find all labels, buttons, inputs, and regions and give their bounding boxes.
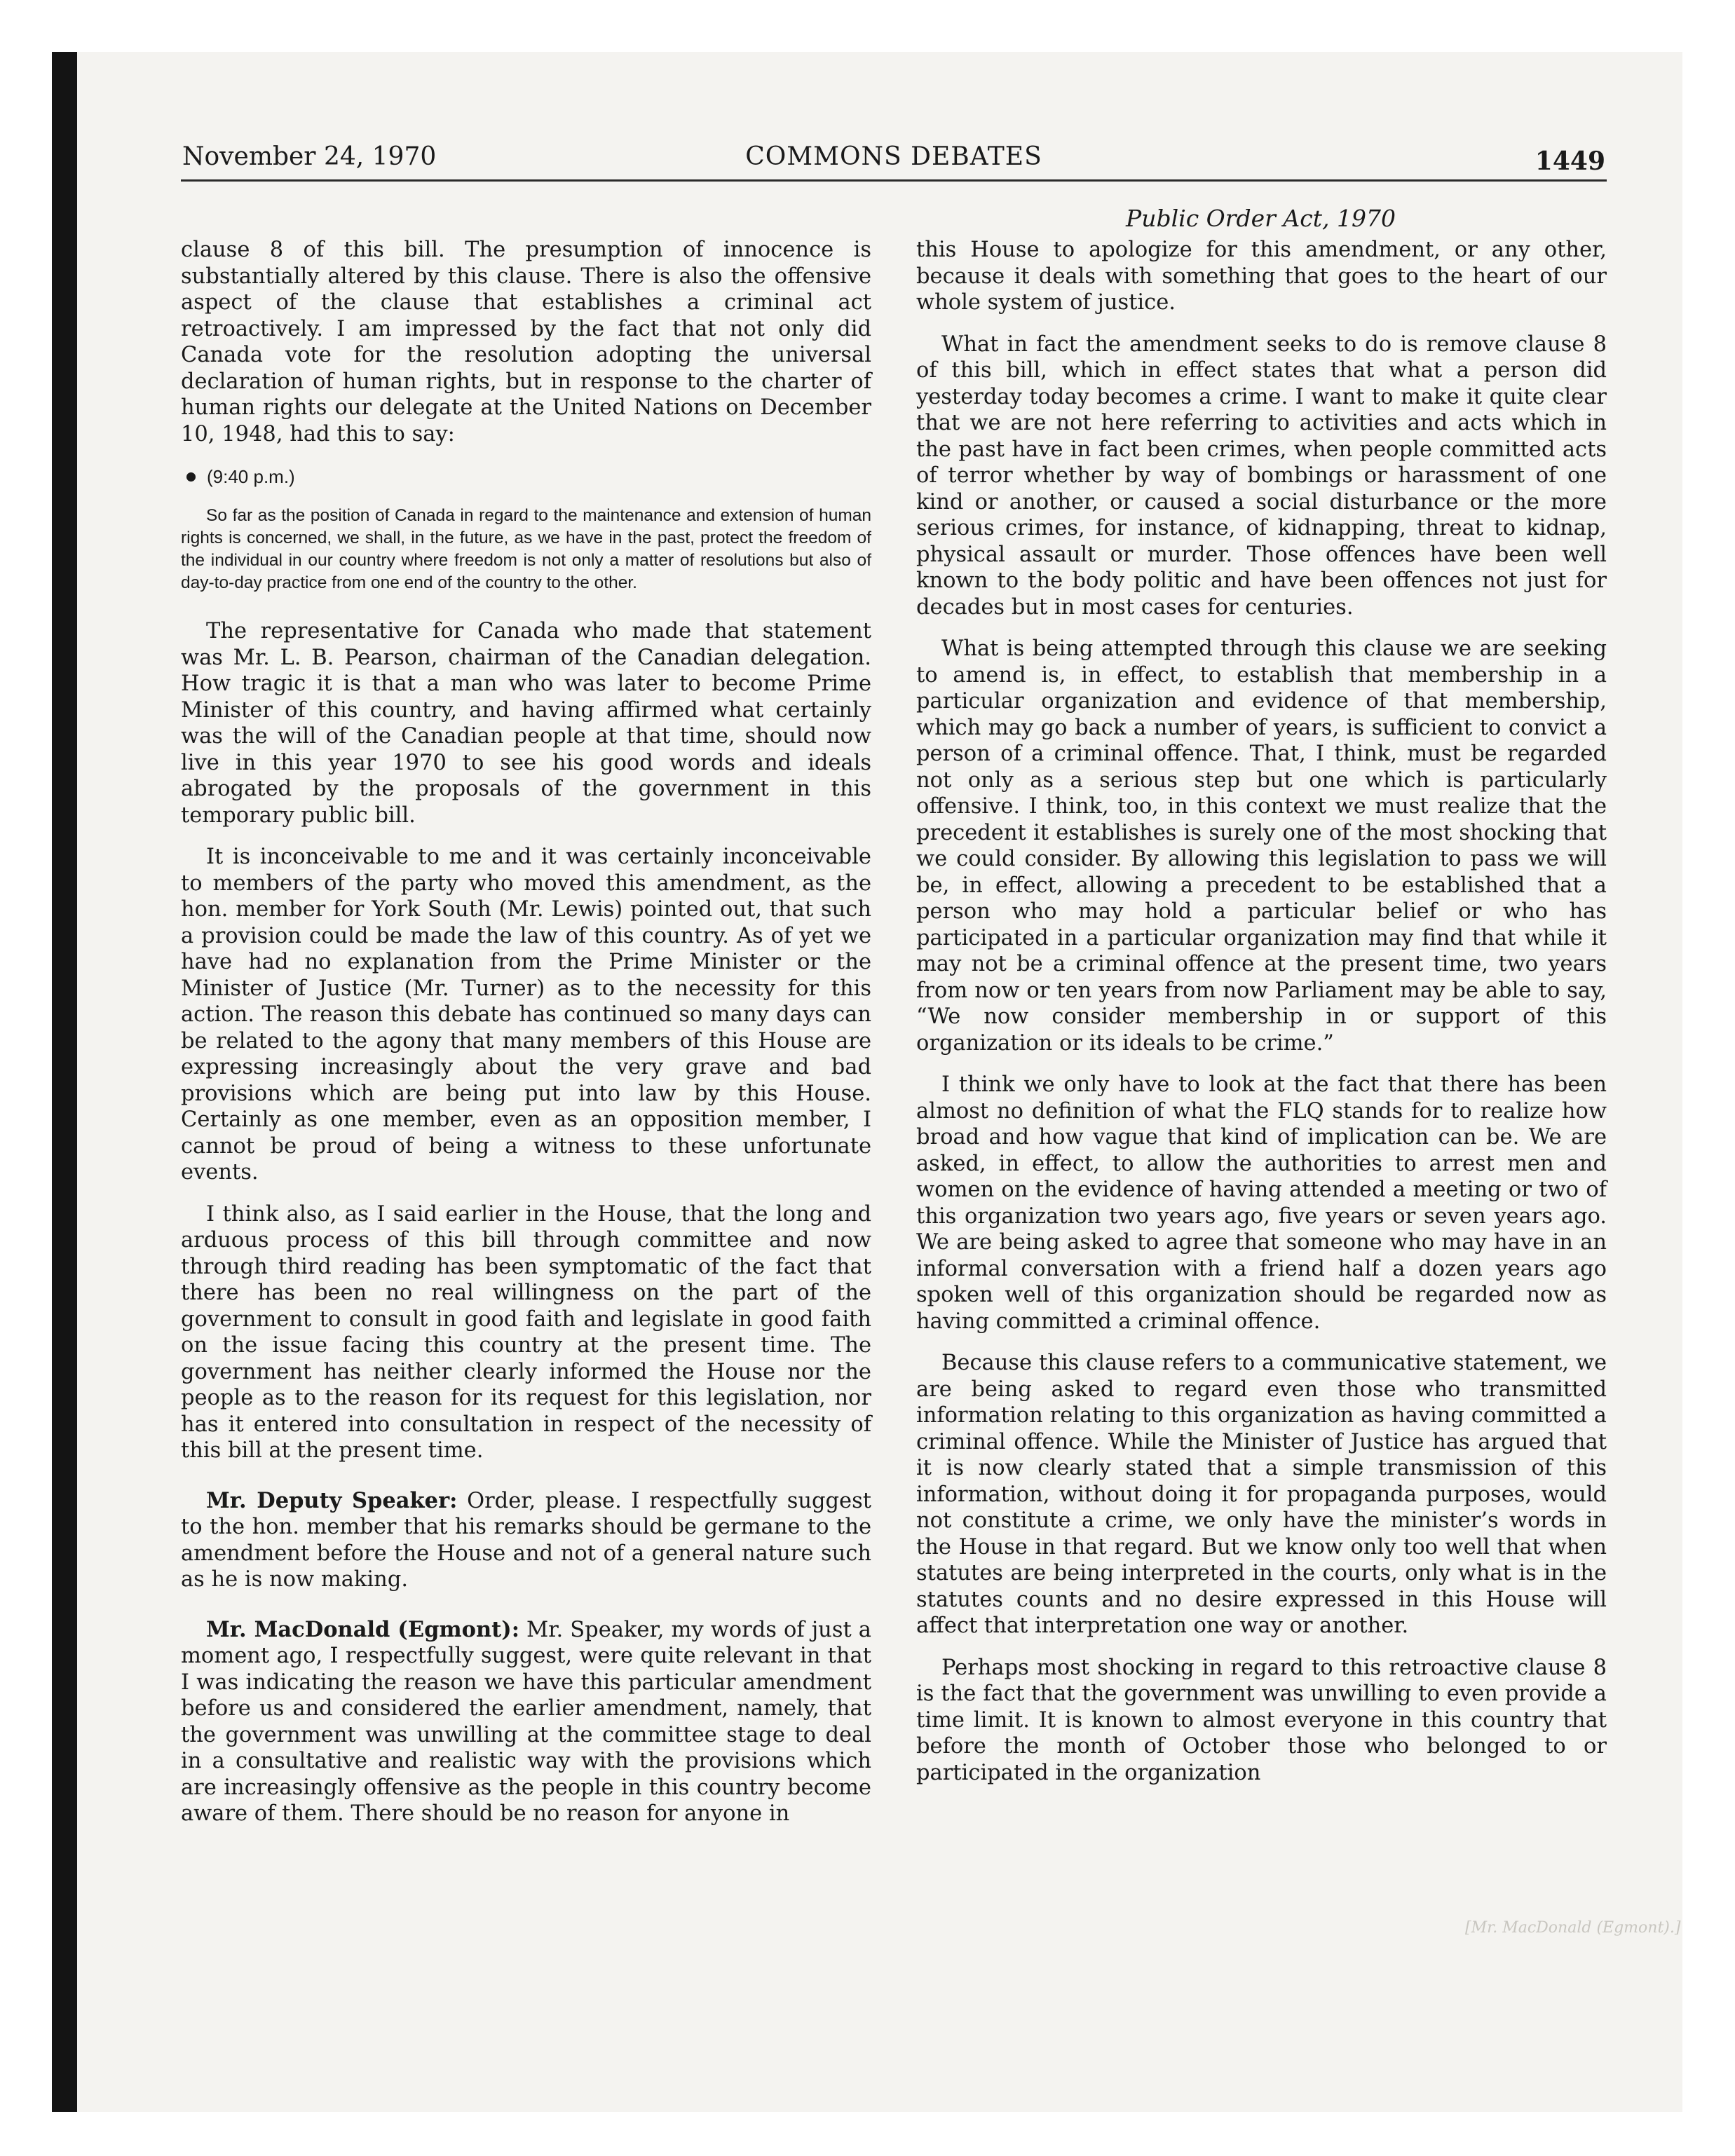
speech-deputy-speaker	[181, 1488, 871, 1593]
header-title: COMMONS DEBATES	[745, 142, 1042, 171]
footer-note: [Mr. MacDonald (Egmont).]	[1465, 1919, 1681, 1937]
running-head: Public Order Act, 1970	[1126, 205, 1396, 232]
paragraph: clause 8 of this bill. The presumption of innocence is substantially altered by this clause. There is also the offensive aspect of the clause that establishes a criminal act retroactively. I am impressed by the fact that not only did Canada vote for the resolution adopting the universal declaration of human rights, but in response to the charter of human rights our delegate at the United Nations on December 10, 1948, had this to say:	[181, 238, 871, 446]
left-column	[181, 237, 871, 1843]
header-date: November 24, 1970	[182, 142, 437, 171]
page-header	[181, 139, 1607, 182]
page-number: 1449	[1535, 146, 1605, 176]
paragraph: Because this clause refers to a communicative statement, we are being asked to regard even those who transmitted information relating to this organization as having committed a criminal offence. While the Minister of Justice has argued that it is now clearly stated that a simple transmission of this information, without doing it for propaganda purposes, would not constitute a crime, we only have the minister’s words in the House in that regard. But we know only too well that when statutes are being interpreted in the courts, only what is in the statutes counts and no desire expressed in this House will affect that interpretation one way or another.	[916, 1351, 1607, 1638]
block-quote: So far as the position of Canada in regard to the maintenance and extension of human rights is concerned, we shall, in the future, as we have in the past, protect the freedom of the individual in our country where freedom is not only a matter of resolutions but also of day-to-day practice from one end of the country to the other.	[181, 506, 871, 592]
speech-macdonald	[181, 1617, 871, 1827]
speaker-name: Mr. Deputy Speaker:	[206, 1487, 458, 1513]
paragraph: I think we only have to look at the fact that there has been almost no definition of what the FLQ stands for to realize how broad and how vague that kind of implication can be. We are asked, in effect, to allow the authorities to arrest men and women on the evidence of having attended a meeting or two of this organization two years ago, five years or seven years ago. We are being asked to agree that someone who may have in an informal conversation with a friend half a dozen years ago spoken well of this organization should be regarded now as having committed a criminal offence.	[916, 1072, 1607, 1334]
timestamp	[181, 463, 871, 491]
timestamp-text: (9:40 p.m.)	[207, 466, 295, 487]
paragraph: What is being attempted through this clause we are seeking to amend is, in effect, to establish that membership in a particular organization and evidence of that membership, which may go back a number of years, is sufficient to convict a person of a criminal offence. That, I think, must be regarded not only as a serious step but one which is particularly offensive. I think, too, in this context we must realize that the precedent it establishes is surely one of the most shocking that we could consider. By allowing this legislation to pass we will be, in effect, allowing a precedent to be established that a person who may hold a particular belief or who has participated in a particular organization may find that while it may not be a criminal offence at the present time, two years from now or ten years from now Parliament may be able to say, “We now consider membership in or support of this organization or its ideals to be crime.”	[916, 636, 1607, 1056]
paragraph: this House to apologize for this amendment, or any other, because it deals with something that goes to the heart of our whole system of justice.	[916, 238, 1607, 315]
speech-text: Order, please. I respectfully suggest to the hon. member that his remarks should be germane to the amendment before the House and not of a general nature such as he is now making.	[181, 1488, 872, 1592]
speaker-name: Mr. MacDonald (Egmont):	[206, 1616, 519, 1642]
paragraph: I think also, as I said earlier in the House, that the long and arduous process of this bill through committee and now through third reading has been symptomatic of the fact that there has been no real willingness on the part of the government to consult in good faith and legislate in good faith on the issue facing this country at the present time. The government has neither clearly informed the House nor the people as to the reason for its request for this legislation, nor has it entered into consultation in respect of the necessity of this bill at the present time.	[181, 1201, 871, 1463]
paragraph: What in fact the amendment seeks to do is remove clause 8 of this bill, which in effect states that what a person did yesterday today becomes a crime. I want to make it quite clear that we are not here referring to activities and acts which in the past have in fact been crimes, when people committed acts of terror whether by way of bombings or harassment of one kind or another, or caused a social disturbance or the more serious crimes, for instance, of kidnapping, threat to kidnap, physical assault or murder. Those offences have been well known to the body politic and have been offences not just for decades but in most cases for centuries.	[916, 332, 1607, 620]
scan-edge	[52, 52, 77, 2112]
paragraph: Perhaps most shocking in regard to this retroactive clause 8 is the fact that the government was unwilling to even provide a time limit. It is known to almost everyone in this country that before the month of October those who belonged to or participated in the organization	[916, 1655, 1607, 1785]
right-column	[916, 237, 1607, 1801]
paragraph: The representative for Canada who made that statement was Mr. L. B. Pearson, chairman of the Canadian delegation. How tragic it is that a man who was later to become Prime Minister of this country, and having affirmed what certainly was the will of the Canadian people at that time, should now live in this year 1970 to see his good words and ideals abrogated by the proposals of the government in this temporary public bill.	[181, 619, 871, 828]
speech-text: Mr. Speaker, my words of just a moment ago, I respectfully suggest, were quite relevant in that I was indicating the reason we have this particular amendment before us and considered the earlier amendment, namely, that the government was unwilling at the committee stage to deal in a consultative and realistic way with the provisions which are increasingly offensive as the people in this country become aware of them. There should be no reason for anyone in	[181, 1617, 871, 1826]
paragraph: It is inconceivable to me and it was certainly inconceivable to members of the party who moved this amendment, as the hon. member for York South (Mr. Lewis) pointed out, that such a provision could be made the law of this country. As of yet we have had no explanation from the Prime Minister or the Minister of Justice (Mr. Turner) as to the necessity for this action. The reason this debate has continued so many days can be related to the agony that many members of this House are expressing increasingly about the very grave and bad provisions which are being put into law by this House. Certainly as one member, even as an opposition member, I cannot be proud of being a witness to these unfortunate events.	[181, 845, 871, 1185]
bullet-icon	[186, 472, 196, 482]
